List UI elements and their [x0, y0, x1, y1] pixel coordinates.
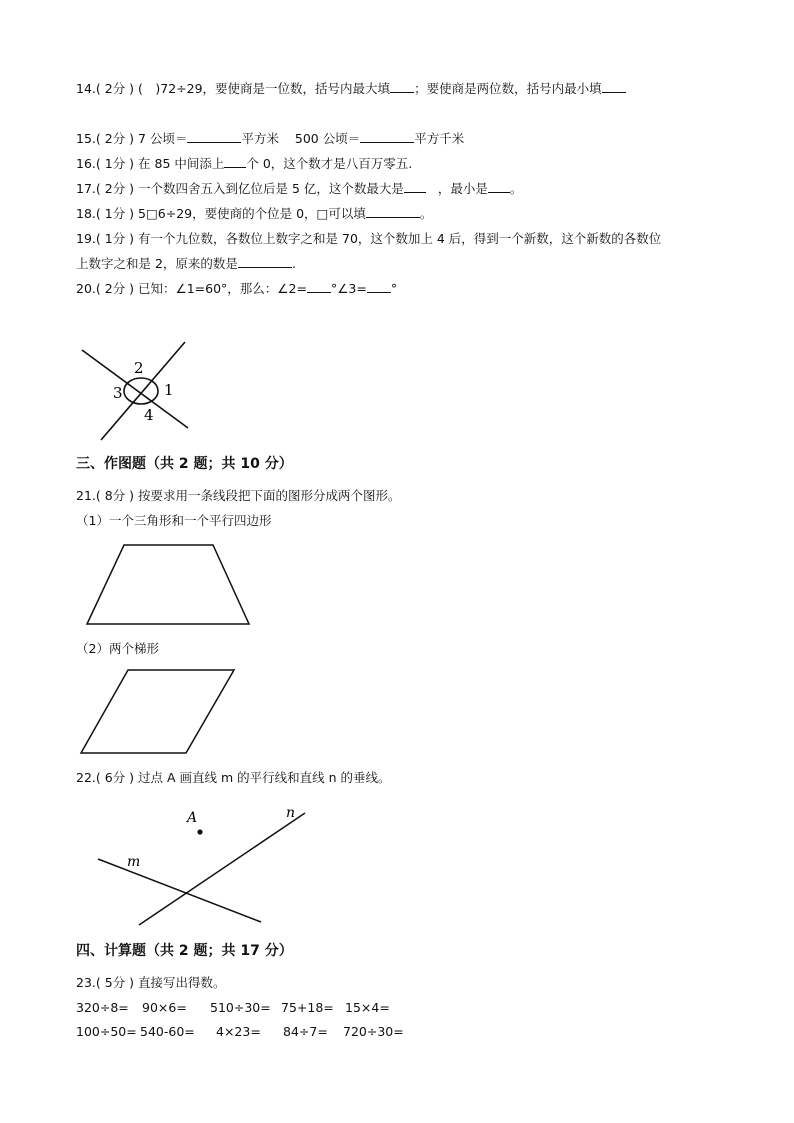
calc-item: 4×23= [216, 1024, 261, 1039]
question-21 [76, 487, 401, 505]
q18-number: 18. [76, 206, 96, 221]
angle-circle [124, 378, 158, 404]
label-m: m [127, 854, 141, 870]
q22-number: 22. [76, 770, 96, 785]
calc-item: 84÷7= [283, 1024, 328, 1039]
angle-label-2: 2 [134, 359, 144, 377]
q19-text-b: 上数字之和是 2，原来的数是 [76, 256, 238, 271]
trapezoid-shape [87, 545, 249, 624]
q21-part-1: （1）一个三角形和一个平行四边形 [76, 513, 272, 528]
question-20 [76, 280, 397, 298]
trapezoid-figure [86, 544, 252, 626]
q14-blank-1[interactable] [390, 80, 414, 93]
q14-number: 14. [76, 81, 96, 96]
calc-item: 75+18= [281, 1000, 334, 1015]
q23-text: ( 5分 ) 直接写出得数。 [95, 975, 226, 990]
q17-text-c: 。 [509, 181, 523, 196]
q15-blank-1[interactable] [187, 130, 241, 143]
q20-blank-1[interactable] [307, 280, 331, 293]
lines-m-n-figure [96, 804, 310, 928]
q17-text-a: ( 2分 ) 一个数四舍五入到亿位后是 5 亿，这个数最大是 [95, 181, 404, 196]
angle-label-1: 1 [164, 381, 174, 399]
q14-text-b: ；要使商是两位数，括号内最小填 [414, 81, 602, 96]
q20-text-a: ( 2分 ) 已知：∠1=60°，那么：∠2= [95, 281, 307, 296]
q18-blank[interactable] [366, 205, 420, 218]
q16-number: 16. [76, 156, 96, 171]
label-a: A [187, 810, 198, 826]
q15-text-b: 平方米 [241, 131, 279, 146]
q16-text-a: ( 1分 ) 在 85 中间添上 [95, 156, 225, 171]
q15-text-a: ( 2分 ) 7 公顷＝ [95, 131, 188, 146]
question-19-line-2 [76, 255, 296, 273]
q20-text-b: °∠3= [330, 281, 367, 296]
q22-text: ( 6分 ) 过点 A 画直线 m 的平行线和直线 n 的垂线。 [95, 770, 391, 785]
question-23 [76, 974, 226, 992]
question-15 [76, 130, 464, 148]
q15-blank-2[interactable] [360, 130, 414, 143]
q21-text: ( 8分 ) 按要求用一条线段把下面的图形分成两个图形。 [95, 488, 401, 503]
point-a [197, 829, 202, 834]
calc-item: 100÷50= [76, 1024, 137, 1039]
line-n [139, 813, 305, 925]
q21-part-2: （2）两个梯形 [76, 641, 159, 656]
calc-item: 540-60= [140, 1024, 195, 1039]
question-18 [76, 205, 432, 223]
q20-text-c: ° [390, 281, 398, 296]
q15-number: 15. [76, 131, 96, 146]
parallelogram-figure [80, 669, 236, 755]
q19-number: 19. [76, 231, 96, 246]
q19-text-a: ( 1分 ) 有一个九位数，各数位上数字之和是 70，这个数加上 4 后，得到一个新数，这个新数的各数位 [95, 231, 662, 246]
q18-text-b: 。 [419, 206, 433, 221]
angle-label-3: 3 [113, 384, 123, 402]
calc-item: 15×4= [345, 1000, 390, 1015]
q18-text-a: ( 1分 ) 5□6÷29，要使商的个位是 0，□可以填 [95, 206, 366, 221]
calc-item: 720÷30= [343, 1024, 404, 1039]
intersecting-lines-figure [76, 336, 196, 446]
q19-text-c: . [291, 256, 296, 271]
q17-text-b: ，最小是 [437, 181, 488, 196]
calc-item: 510÷30= [210, 1000, 271, 1015]
question-16 [76, 155, 412, 173]
question-17 [76, 180, 522, 198]
q20-number: 20. [76, 281, 96, 296]
line-m [98, 859, 261, 922]
q17-number: 17. [76, 181, 96, 196]
calc-item: 90×6= [142, 1000, 187, 1015]
question-14 [76, 80, 626, 98]
section-3-heading: 三、作图题（共 2 题；共 10 分） [76, 456, 293, 472]
calc-row-2 [76, 1024, 404, 1039]
q15-text-d: 平方千米 [414, 131, 465, 146]
q17-blank-1[interactable] [404, 180, 426, 193]
question-19-line-1 [76, 230, 661, 248]
q19-blank[interactable] [238, 255, 292, 268]
q14-blank-2[interactable] [602, 80, 626, 93]
label-n: n [286, 805, 296, 821]
parallelogram-shape [81, 670, 234, 753]
calc-row-1 [76, 1000, 390, 1015]
q21-number: 21. [76, 488, 96, 503]
calc-item: 320÷8= [76, 1000, 129, 1015]
angle-label-4: 4 [144, 406, 154, 424]
q16-blank[interactable] [224, 155, 246, 168]
q15-text-c: 500 公顷＝ [294, 131, 361, 146]
section-4-heading: 四、计算题（共 2 题；共 17 分） [76, 943, 293, 959]
q20-blank-2[interactable] [367, 280, 391, 293]
q23-number: 23. [76, 975, 96, 990]
question-22 [76, 769, 391, 787]
q16-text-b: 个 0，这个数才是八百万零五. [246, 156, 413, 171]
q14-text-a: ( 2分 ) ( )72÷29，要使商是一位数，括号内最大填 [95, 81, 391, 96]
q17-blank-2[interactable] [488, 180, 510, 193]
